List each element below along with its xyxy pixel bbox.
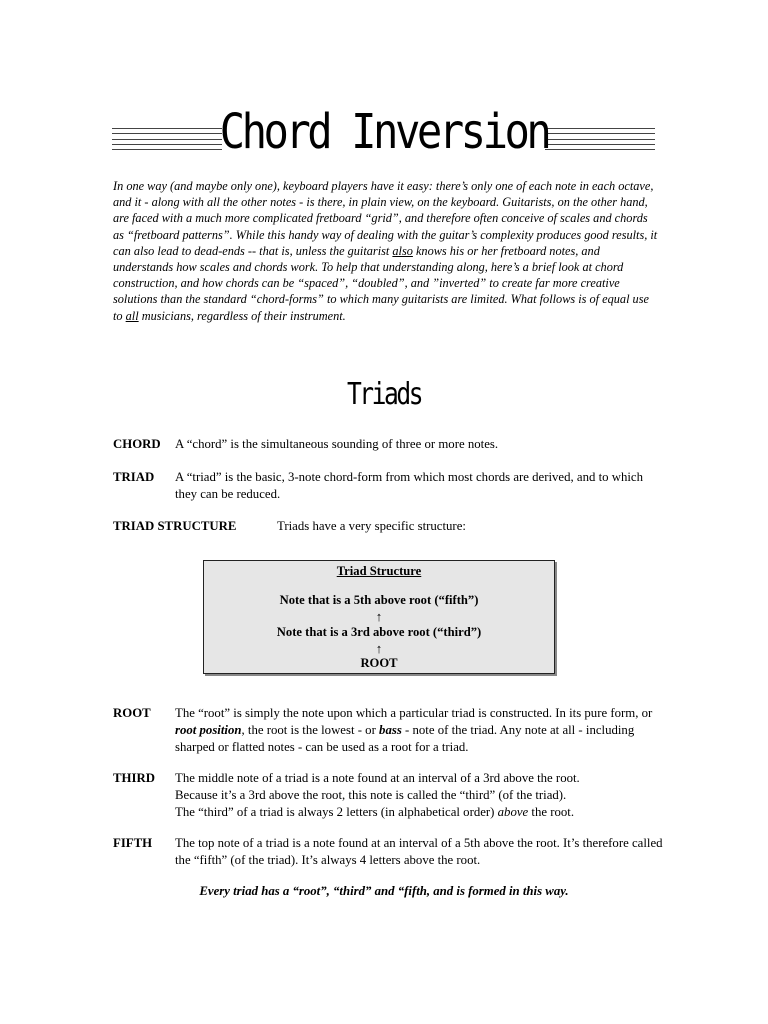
root-text-3: - note of the triad. Any note at all - including sharped or flatted notes - can be used as a root for a triad.	[175, 722, 635, 754]
up-arrow-icon: ↑	[375, 609, 383, 624]
above-emphasis: above	[497, 804, 529, 819]
closing-statement: Every triad has a “root”, “third” and “fifth, and is formed in this way.	[199, 884, 569, 898]
box-root-line: ROOT	[360, 656, 398, 670]
intro-paragraph	[113, 178, 658, 324]
intro-text-1: In one way (and maybe only one), keyboard players have it easy: there’s only one of each note in each octave, and it - along with all the other notes - is there, in plain view, on the keyboard. Guitarists, on the other hand, are faced with a much more complicated fretboard “grid”, and therefore often conceive of scales and chords as “fretboard patterns”. While this handy way of dealing with the guitar’s complexity produces good results, it can also lead to dead-ends -- that is, unless the guitarist	[113, 179, 658, 258]
intro-also: also	[392, 243, 413, 258]
term-triad: TRIAD	[113, 470, 155, 484]
intro-all: all	[125, 308, 139, 323]
root-text-1: The “root” is simply the note upon which a particular triad is constructed. In its pure form, or	[175, 706, 653, 720]
desc-triad-structure: Triads have a very specific structure:	[277, 519, 466, 533]
third-line-3a: The “third” of a triad is always 2 letters (in alphabetical order)	[175, 804, 498, 819]
page-title: Chord Inversion	[219, 104, 549, 160]
section-title: Triads	[346, 377, 422, 412]
box-title: Triad Structure	[336, 564, 422, 578]
intro-text-3: musicians, regardless of their instrument.	[138, 308, 346, 323]
desc-triad: A “triad” is the basic, 3-note chord-form from which most chords are derived, and to which they can be reduced.	[175, 470, 644, 501]
term-chord: CHORD	[113, 437, 161, 451]
third-line-1: The middle note of a triad is a note found at an interval of a 3rd above the root.	[175, 771, 580, 785]
third-line-3b: the root.	[528, 804, 575, 819]
desc-chord: A “chord” is the simultaneous sounding of three or more notes.	[175, 437, 499, 451]
term-third: THIRD	[113, 771, 155, 785]
desc-third	[175, 770, 665, 820]
desc-root	[175, 705, 665, 755]
root-text-2: , the root is the lowest - or	[241, 722, 380, 737]
term-root: ROOT	[113, 706, 151, 720]
desc-fifth: The top note of a triad is a note found at an interval of a 5th above the root. It’s therefore called the “fifth” (of the triad). It’s always 4 letters above the root.	[175, 836, 663, 867]
third-line-2: Because it’s a 3rd above the root, this note is called the “third” (of the triad).	[175, 787, 567, 802]
bass-emphasis: bass	[379, 722, 402, 737]
up-arrow-icon: ↑	[375, 641, 383, 656]
intro-text-2: knows his or her fretboard notes, and understands how scales and chords work. To help that understanding along, here’s a brief look at chord construction, and how chords can be “spaced”, “doubled”, and ”inverted” to create far more creative solutions than the standard “chord-forms” to which many guitarists are limited. What follows is of equal use to	[113, 243, 649, 323]
triad-structure-box	[203, 560, 555, 674]
term-fifth: FIFTH	[113, 836, 153, 850]
box-fifth-line: Note that is a 5th above root (“fifth”)	[279, 593, 479, 607]
term-triad-structure: TRIAD STRUCTURE	[113, 519, 237, 533]
third-line-3	[175, 804, 665, 821]
box-third-line: Note that is a 3rd above root (“third”)	[276, 625, 482, 639]
root-position-emphasis: root position	[175, 722, 242, 737]
